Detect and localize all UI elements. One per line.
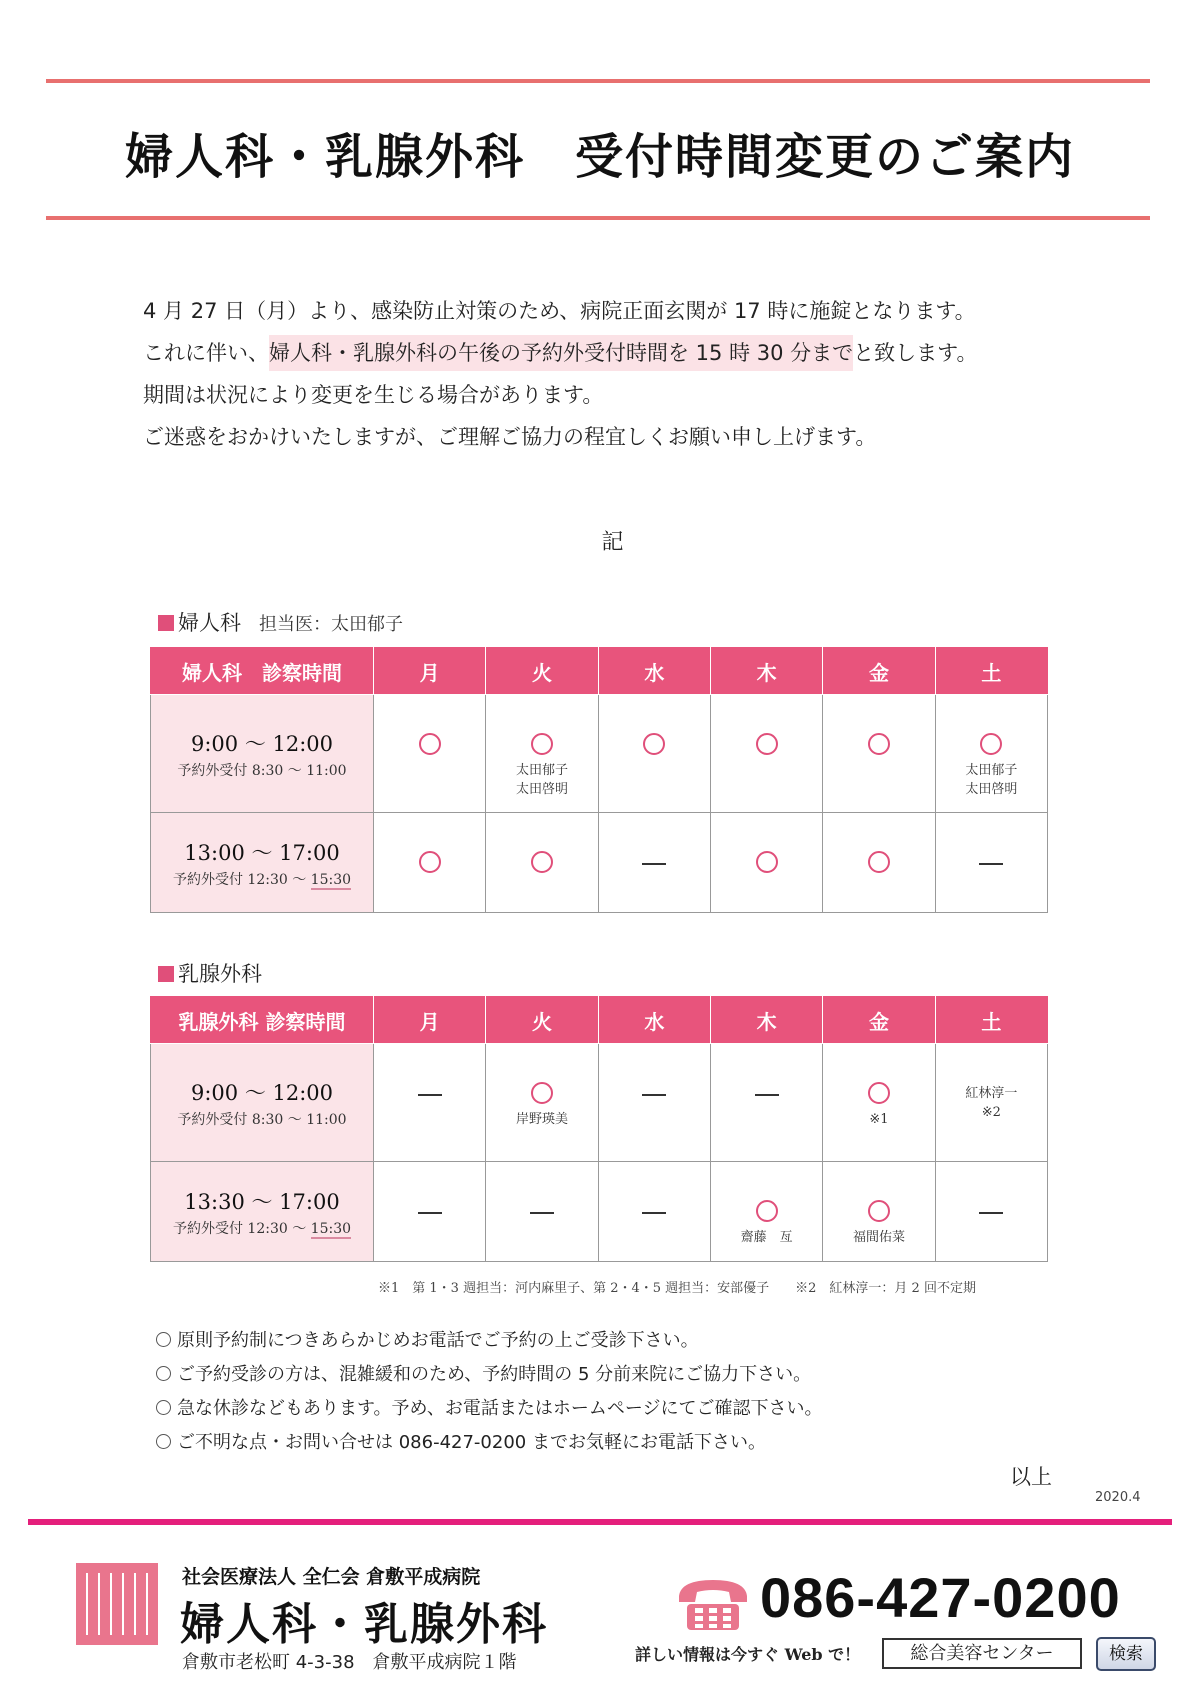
hospital-logo-icon [76, 1563, 158, 1645]
day-cell [598, 695, 710, 813]
dash-icon [979, 863, 1003, 865]
time-cell [151, 1044, 374, 1162]
dash-icon [418, 1094, 442, 1096]
walkin-hours-changed: 15:30 [310, 871, 352, 888]
day-cell [710, 1044, 822, 1162]
header-cell: 木 [710, 997, 822, 1044]
time-range: 13:00 〜 17:00 [184, 840, 340, 865]
day-cell [598, 1044, 710, 1162]
header-cell: 水 [598, 648, 710, 695]
doctor-name-2: 太田啓明 [515, 782, 568, 797]
intro-text [143, 290, 977, 458]
circle-icon [643, 733, 665, 755]
dash-icon [418, 1212, 442, 1214]
header-cell: 月 [374, 648, 486, 695]
header-cell: 金 [823, 648, 935, 695]
ki-label: 記 [601, 530, 624, 555]
dash-icon [755, 1094, 779, 1096]
day-cell [486, 1162, 598, 1262]
walkin-hours: 予約外受付 8:30 〜 11:00 [177, 762, 347, 779]
intro-highlight: 婦人科・乳腺外科の午後の予約外受付時間を 15 時 30 分まで [269, 335, 853, 371]
day-cell [935, 813, 1047, 913]
search-button[interactable]: 検索 [1096, 1637, 1156, 1671]
intro-line-1: 4 月 27 日（月）より、感染防止対策のため、病院正面玄関が 17 時に施錠となります。 [143, 299, 976, 323]
circle-icon [868, 733, 890, 755]
circle-icon [980, 733, 1002, 755]
page-title: 婦人科・乳腺外科 受付時間変更のご案内 [124, 129, 1075, 185]
dash-icon [642, 1212, 666, 1214]
square-bullet-icon [158, 966, 174, 982]
dash-icon [642, 863, 666, 865]
time-range: 13:30 〜 17:00 [184, 1189, 340, 1214]
day-cell [374, 813, 486, 913]
gyn-heading [158, 607, 403, 637]
table-row [151, 813, 1048, 913]
time-range: 9:00 〜 12:00 [190, 731, 334, 756]
doctor-name: 齋藤 亙 [740, 1230, 793, 1245]
intro-line-2 [143, 332, 977, 374]
list-item-text: ご不明な点・お問い合せは 086-427-0200 までお気軽にお電話下さい。 [177, 1432, 766, 1453]
walkin-hours [151, 869, 373, 889]
closing-mark: 以上 [1010, 1465, 1052, 1489]
header-cell: 乳腺外科 診察時間 [151, 997, 374, 1044]
table-header-row [151, 648, 1048, 695]
table-footnote: ※1 第 1・3 週担当：河内麻里子、第 2・4・5 週担当：安部優子 ※2 紅林淳一：月 2 回不定期 [378, 1281, 976, 1296]
day-cell [374, 695, 486, 813]
time-cell [151, 695, 374, 813]
day-cell [374, 1044, 486, 1162]
day-cell [935, 1044, 1047, 1162]
department-name: 婦人科・乳腺外科 [180, 1599, 548, 1650]
time-cell [151, 813, 374, 913]
table-row [151, 1044, 1048, 1162]
table-row [151, 1162, 1048, 1262]
gyn-schedule-table [150, 647, 1048, 913]
circle-icon [868, 851, 890, 873]
list-item [156, 1392, 822, 1426]
doctor-name-1: 太田郁子 [965, 763, 1018, 778]
breast-schedule-table [150, 996, 1048, 1262]
header-cell: 婦人科 診察時間 [151, 648, 374, 695]
header-cell: 火 [486, 997, 598, 1044]
day-cell [486, 813, 598, 913]
gyn-heading-label: 婦人科 [178, 611, 241, 635]
circle-bullet-icon [156, 1400, 171, 1415]
circle-bullet-icon [156, 1332, 171, 1347]
phone-number[interactable]: 086-427-0200 [760, 1566, 1121, 1629]
footnote-ref: ※2 [981, 1105, 1001, 1120]
doctor-name [936, 1084, 1047, 1122]
organization-name: 社会医療法人 全仁会 倉敷平成病院 [182, 1566, 481, 1588]
day-cell [598, 1162, 710, 1262]
top-rule-lower [46, 216, 1150, 220]
header-cell: 水 [598, 997, 710, 1044]
header-cell: 木 [710, 648, 822, 695]
phone-icon [675, 1574, 751, 1632]
breast-heading-label: 乳腺外科 [178, 962, 262, 986]
circle-icon [756, 851, 778, 873]
intro-line-2-post: と致します。 [853, 341, 978, 365]
day-cell [935, 695, 1047, 813]
doctor-name-1: 太田郁子 [515, 763, 568, 778]
day-cell [823, 1162, 935, 1262]
day-cell [374, 1162, 486, 1262]
day-cell [598, 813, 710, 913]
circle-bullet-icon [156, 1434, 171, 1449]
circle-icon [868, 1200, 890, 1222]
web-prompt: 詳しい情報は今すぐ Web で！ [635, 1645, 861, 1664]
table-row [151, 695, 1048, 813]
header-cell: 月 [374, 997, 486, 1044]
footnote-ref: ※1 [869, 1112, 889, 1127]
day-cell [710, 1162, 822, 1262]
day-cell [710, 695, 822, 813]
list-item [156, 1426, 822, 1460]
issue-date: 2020.4 [1095, 1490, 1141, 1505]
list-item [156, 1324, 822, 1358]
day-cell [823, 1044, 935, 1162]
intro-line-3: 期間は状況により変更を生じる場合があります。 [143, 383, 604, 407]
circle-icon [868, 1082, 890, 1104]
list-item-text: ご予約受診の方は、混雑緩和のため、予約時間の 5 分前来院にご協力下さい。 [177, 1364, 812, 1385]
top-rule-upper [46, 79, 1150, 83]
time-range: 9:00 〜 12:00 [190, 1080, 334, 1105]
day-cell [486, 695, 598, 813]
notice-list [156, 1324, 822, 1460]
walkin-hours: 予約外受付 8:30 〜 11:00 [177, 1111, 347, 1128]
search-input[interactable]: 総合美容センター [882, 1638, 1082, 1669]
circle-icon [531, 851, 553, 873]
table-header-row [151, 997, 1048, 1044]
dash-icon [642, 1094, 666, 1096]
doctor-name [486, 761, 597, 799]
header-cell: 金 [823, 997, 935, 1044]
header-cell: 火 [486, 648, 598, 695]
doctor-name [936, 761, 1047, 799]
walkin-hours [151, 1218, 373, 1238]
day-cell [823, 695, 935, 813]
header-cell: 土 [935, 648, 1047, 695]
doctor-name-1: 紅林淳一 [965, 1086, 1018, 1101]
breast-heading [158, 958, 262, 988]
day-cell [823, 813, 935, 913]
time-cell [151, 1162, 374, 1262]
circle-icon [531, 1082, 553, 1104]
dash-icon [979, 1212, 1003, 1214]
gyn-doctor: 担当医：太田郁子 [259, 614, 403, 635]
walkin-hours-main: 予約外受付 12:30 〜 [172, 871, 311, 888]
address: 倉敷市老松町 4-3-38 倉敷平成病院１階 [182, 1652, 517, 1673]
list-item-text: 急な休診などもあります。予め、お電話またはホームページにてご確認下さい。 [177, 1398, 823, 1419]
day-cell [710, 813, 822, 913]
walkin-hours-changed: 15:30 [310, 1220, 352, 1237]
doctor-name-2: 太田啓明 [965, 782, 1018, 797]
doctor-name: 岸野瑛美 [515, 1112, 568, 1127]
footer-divider [28, 1519, 1172, 1525]
list-item-text: 原則予約制につきあらかじめお電話でご予約の上ご受診下さい。 [177, 1330, 699, 1351]
circle-icon [756, 733, 778, 755]
header-cell: 土 [935, 997, 1047, 1044]
walkin-hours-main: 予約外受付 12:30 〜 [172, 1220, 311, 1237]
circle-icon [531, 733, 553, 755]
list-item [156, 1358, 822, 1392]
day-cell [486, 1044, 598, 1162]
day-cell [935, 1162, 1047, 1262]
circle-bullet-icon [156, 1366, 171, 1381]
dash-icon [530, 1212, 554, 1214]
circle-icon [756, 1200, 778, 1222]
circle-icon [419, 733, 441, 755]
intro-line-4: ご迷惑をおかけいたしますが、ご理解ご協力の程宜しくお願い申し上げます。 [143, 425, 877, 449]
square-bullet-icon [158, 615, 174, 631]
intro-line-2-pre: これに伴い、 [143, 341, 269, 365]
circle-icon [419, 851, 441, 873]
doctor-name: 福間佑菜 [852, 1230, 905, 1245]
